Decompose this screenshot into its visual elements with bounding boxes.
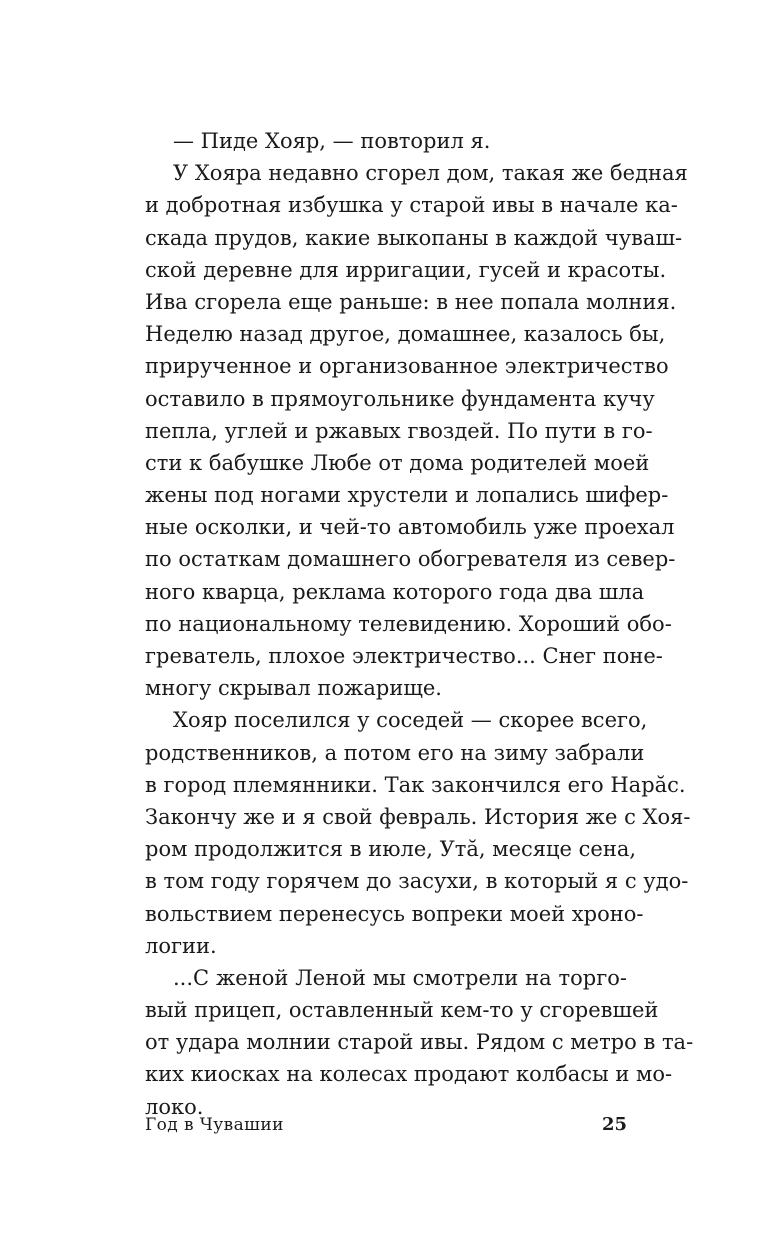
text-line: ром продолжится в июле, Утă, месяце сена, [145, 837, 637, 862]
text-line: ской деревне для ирригации, гусей и красоты. [145, 257, 667, 282]
text-line: Закончу же и я свой февраль. История же с Хоя- [145, 804, 691, 829]
text-line: пепла, углей и ржавых гвоздей. По пути в го- [145, 418, 653, 443]
paragraph-4 [145, 962, 694, 1123]
text-line: ные осколки, и чей-то автомобиль уже проехал [145, 515, 675, 540]
paragraph-3 [145, 704, 691, 962]
text-line: сти к бабушке Любе от дома родителей моей [145, 450, 650, 475]
text-line: скада прудов, какие выкопаны в каждой чуваш- [145, 225, 683, 250]
running-title: Год в Чувашии [145, 1115, 284, 1135]
text-line: — Пиде Хояр, — повторил я. [173, 129, 491, 153]
paragraph-2 [145, 157, 688, 704]
text-line: вольствием перенесусь вопреки моей хроно- [145, 901, 644, 926]
text-line: ...С женой Леной мы смотрели на торго- [173, 965, 627, 990]
text-line: Хояр поселился у соседей — скорее всего, [173, 708, 648, 733]
text-line: ких киосках на колесах продают колбасы и мо- [145, 1062, 673, 1087]
text-line: греватель, плохое электричество... Снег поне- [145, 644, 663, 668]
text-line: Ива сгорела еще раньше: в нее попала молния. [145, 289, 677, 314]
text-line: по национальному телевидению. Хороший обо- [145, 611, 672, 636]
text-line: в том году горячем до засухи, в который я с удо- [145, 869, 689, 894]
text-line: вый прицеп, оставленный кем-то у сгоревшей [145, 998, 659, 1023]
text-line: родственников, а потом его на зиму забрали [145, 740, 645, 765]
text-line: Неделю назад другое, домашнее, казалось бы, [145, 322, 666, 347]
page-text [145, 125, 694, 1123]
text-line: логии. [145, 933, 217, 958]
paragraph-1 [145, 125, 627, 157]
text-line: по остаткам домашнего обогревателя из север- [145, 547, 676, 572]
page-number: 25 [601, 1114, 627, 1135]
text-line: оставило в прямоугольнике фундамента кучу [145, 386, 655, 411]
text-line: в город племянники. Так закончился его Нарăс. [145, 772, 686, 797]
page-footer [145, 1110, 627, 1140]
text-line: и добротная избушка у старой ивы в начале ка- [145, 193, 678, 218]
text-line: жены под ногами хрустели и лопались шифер- [145, 483, 669, 508]
text-line: ного кварца, реклама которого года два шла [145, 579, 645, 604]
text-line: прирученное и организованное электричество [145, 354, 669, 379]
text-line: локо. [145, 1094, 204, 1119]
text-line: У Хояра недавно сгорел дом, такая же бедная [173, 161, 688, 186]
text-line: многу скрывал пожарище. [145, 676, 442, 701]
text-line: от удара молнии старой ивы. Рядом с метро в та- [145, 1030, 694, 1055]
